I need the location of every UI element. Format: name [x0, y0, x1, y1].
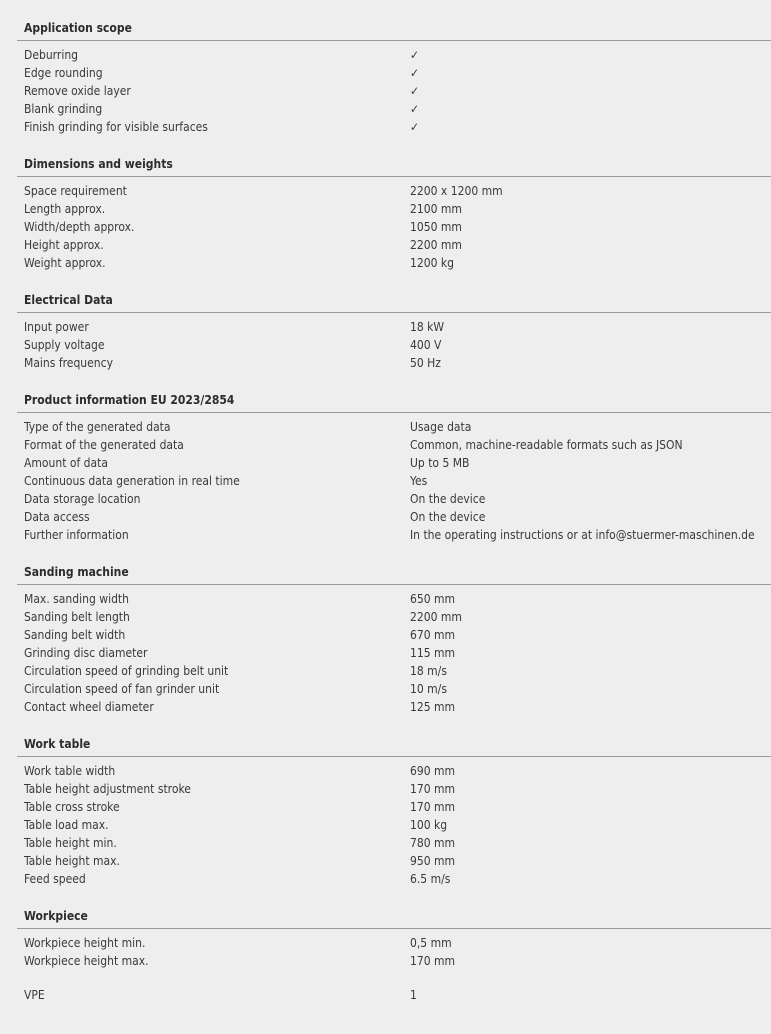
- checkmark-icon: ✓: [410, 120, 420, 134]
- spec-value: 115 mm: [410, 646, 456, 660]
- spec-label: Table cross stroke: [24, 800, 120, 814]
- spec-value: 170 mm: [410, 782, 456, 796]
- spec-row: [0, 82, 771, 100]
- spec-row: [0, 626, 771, 644]
- spec-row: [0, 798, 771, 816]
- section-spacer: [0, 136, 771, 156]
- checkmark-icon: ✓: [410, 84, 420, 98]
- section-divider: [17, 756, 771, 757]
- spec-value: 6.5 m/s: [410, 872, 451, 886]
- spec-row: [0, 182, 771, 200]
- spec-row: [0, 608, 771, 626]
- section-spacer: [0, 888, 771, 908]
- spec-value: 650 mm: [410, 592, 456, 606]
- spec-row: [0, 762, 771, 780]
- section-spacer: [0, 272, 771, 292]
- spec-label: Deburring: [24, 48, 79, 62]
- section-divider: [17, 176, 771, 177]
- spec-row: [0, 472, 771, 490]
- spec-label: Weight approx.: [24, 256, 106, 270]
- spec-value: 18 kW: [410, 320, 445, 334]
- spec-section: [0, 564, 771, 736]
- spec-value: Common, machine-readable formats such as JSON: [410, 438, 683, 452]
- section-spacer: [0, 544, 771, 564]
- spec-value: 100 kg: [410, 818, 448, 832]
- spec-value: On the device: [410, 492, 486, 506]
- spec-label: Feed speed: [24, 872, 86, 886]
- spec-label: Blank grinding: [24, 102, 103, 116]
- spec-row: [0, 454, 771, 472]
- spec-section: [0, 736, 771, 908]
- spec-value: 125 mm: [410, 700, 456, 714]
- spec-row: [0, 780, 771, 798]
- spec-row: [0, 100, 771, 118]
- spec-value: 690 mm: [410, 764, 456, 778]
- vpe-row: [0, 986, 771, 1004]
- spec-value: 400 V: [410, 338, 442, 352]
- spec-row: [0, 834, 771, 852]
- spec-label: Format of the generated data: [24, 438, 184, 452]
- spec-row: [0, 354, 771, 372]
- spec-label: Height approx.: [24, 238, 104, 252]
- spec-row: [0, 218, 771, 236]
- spec-row: [0, 852, 771, 870]
- spec-section: [0, 908, 771, 970]
- spec-value: 170 mm: [410, 954, 456, 968]
- spec-label: Sanding belt width: [24, 628, 126, 642]
- spec-row: [0, 64, 771, 82]
- spec-row: [0, 118, 771, 136]
- spec-label: Continuous data generation in real time: [24, 474, 240, 488]
- spec-value: 0,5 mm: [410, 936, 452, 950]
- spec-label: Finish grinding for visible surfaces: [24, 120, 208, 134]
- checkmark-icon: ✓: [410, 48, 420, 62]
- spec-value: 50 Hz: [410, 356, 441, 370]
- spec-value: 10 m/s: [410, 682, 447, 696]
- spec-row: [0, 816, 771, 834]
- spec-value: 2200 mm: [410, 238, 462, 252]
- spec-label: Amount of data: [24, 456, 108, 470]
- spec-section: [0, 20, 771, 156]
- spec-row: [0, 662, 771, 680]
- spec-label: Workpiece height min.: [24, 936, 146, 950]
- spec-label: Input power: [24, 320, 89, 334]
- spec-label: Table load max.: [24, 818, 109, 832]
- spec-row: [0, 418, 771, 436]
- spec-value: 2200 x 1200 mm: [410, 184, 503, 198]
- spec-row: [0, 698, 771, 716]
- spec-row: [0, 436, 771, 454]
- spec-label: Table height max.: [24, 854, 120, 868]
- spec-value: 18 m/s: [410, 664, 447, 678]
- section-spacer: [0, 716, 771, 736]
- spec-row: [0, 318, 771, 336]
- spec-row: [0, 526, 771, 544]
- spec-label: Grinding disc diameter: [24, 646, 148, 660]
- checkmark-icon: ✓: [410, 66, 420, 80]
- spec-label: Work table width: [24, 764, 116, 778]
- spec-label: Circulation speed of fan grinder unit: [24, 682, 220, 696]
- spec-row: [0, 254, 771, 272]
- spec-row: [0, 336, 771, 354]
- section-title: Workpiece: [24, 909, 88, 923]
- spec-row: [0, 590, 771, 608]
- section-divider: [17, 40, 771, 41]
- sections-container: [0, 20, 771, 970]
- spec-label: Edge rounding: [24, 66, 103, 80]
- spec-value: 2200 mm: [410, 610, 462, 624]
- spec-row: [0, 952, 771, 970]
- section-title: Sanding machine: [24, 565, 129, 579]
- spec-value: Up to 5 MB: [410, 456, 470, 470]
- spec-label: Length approx.: [24, 202, 106, 216]
- spec-label: Mains frequency: [24, 356, 113, 370]
- spec-value: On the device: [410, 510, 486, 524]
- spec-row: [0, 870, 771, 888]
- spec-label: Data storage location: [24, 492, 141, 506]
- spec-label: Data access: [24, 510, 90, 524]
- vpe-label: VPE: [24, 988, 45, 1002]
- spec-row: [0, 934, 771, 952]
- section-title: Electrical Data: [24, 293, 113, 307]
- spec-label: Sanding belt length: [24, 610, 130, 624]
- spec-row: [0, 200, 771, 218]
- spec-row: [0, 680, 771, 698]
- spec-section: [0, 156, 771, 292]
- spec-section: [0, 392, 771, 564]
- checkmark-icon: ✓: [410, 102, 420, 116]
- section-divider: [17, 928, 771, 929]
- spec-value: 2100 mm: [410, 202, 462, 216]
- section-divider: [17, 584, 771, 585]
- spec-value: Yes: [410, 474, 428, 488]
- spec-value: 670 mm: [410, 628, 456, 642]
- spec-row: [0, 644, 771, 662]
- section-title: Work table: [24, 737, 91, 751]
- spec-row: [0, 490, 771, 508]
- spec-value: 170 mm: [410, 800, 456, 814]
- section-title: Product information EU 2023/2854: [24, 393, 235, 407]
- spec-value: In the operating instructions or at info@stuermer-maschinen.de: [410, 528, 755, 542]
- spec-label: Max. sanding width: [24, 592, 129, 606]
- spec-label: Space requirement: [24, 184, 127, 198]
- spec-label: Supply voltage: [24, 338, 105, 352]
- spec-value: 950 mm: [410, 854, 456, 868]
- spec-row: [0, 508, 771, 526]
- spec-value: 780 mm: [410, 836, 456, 850]
- spec-label: Contact wheel diameter: [24, 700, 154, 714]
- section-spacer: [0, 372, 771, 392]
- spec-value: Usage data: [410, 420, 472, 434]
- spec-section: [0, 292, 771, 392]
- section-divider: [17, 412, 771, 413]
- spec-label: Type of the generated data: [24, 420, 171, 434]
- spec-label: Width/depth approx.: [24, 220, 135, 234]
- spec-label: Further information: [24, 528, 129, 542]
- spec-value: 1050 mm: [410, 220, 462, 234]
- section-divider: [17, 312, 771, 313]
- vpe-value: 1: [410, 988, 417, 1002]
- spec-label: Table height min.: [24, 836, 117, 850]
- spec-row: [0, 46, 771, 64]
- spec-label: Remove oxide layer: [24, 84, 131, 98]
- spec-label: Table height adjustment stroke: [24, 782, 191, 796]
- spec-row: [0, 236, 771, 254]
- spec-label: Circulation speed of grinding belt unit: [24, 664, 229, 678]
- spec-value: 1200 kg: [410, 256, 455, 270]
- section-title: Dimensions and weights: [24, 157, 173, 171]
- section-title: Application scope: [24, 21, 132, 35]
- spec-label: Workpiece height max.: [24, 954, 149, 968]
